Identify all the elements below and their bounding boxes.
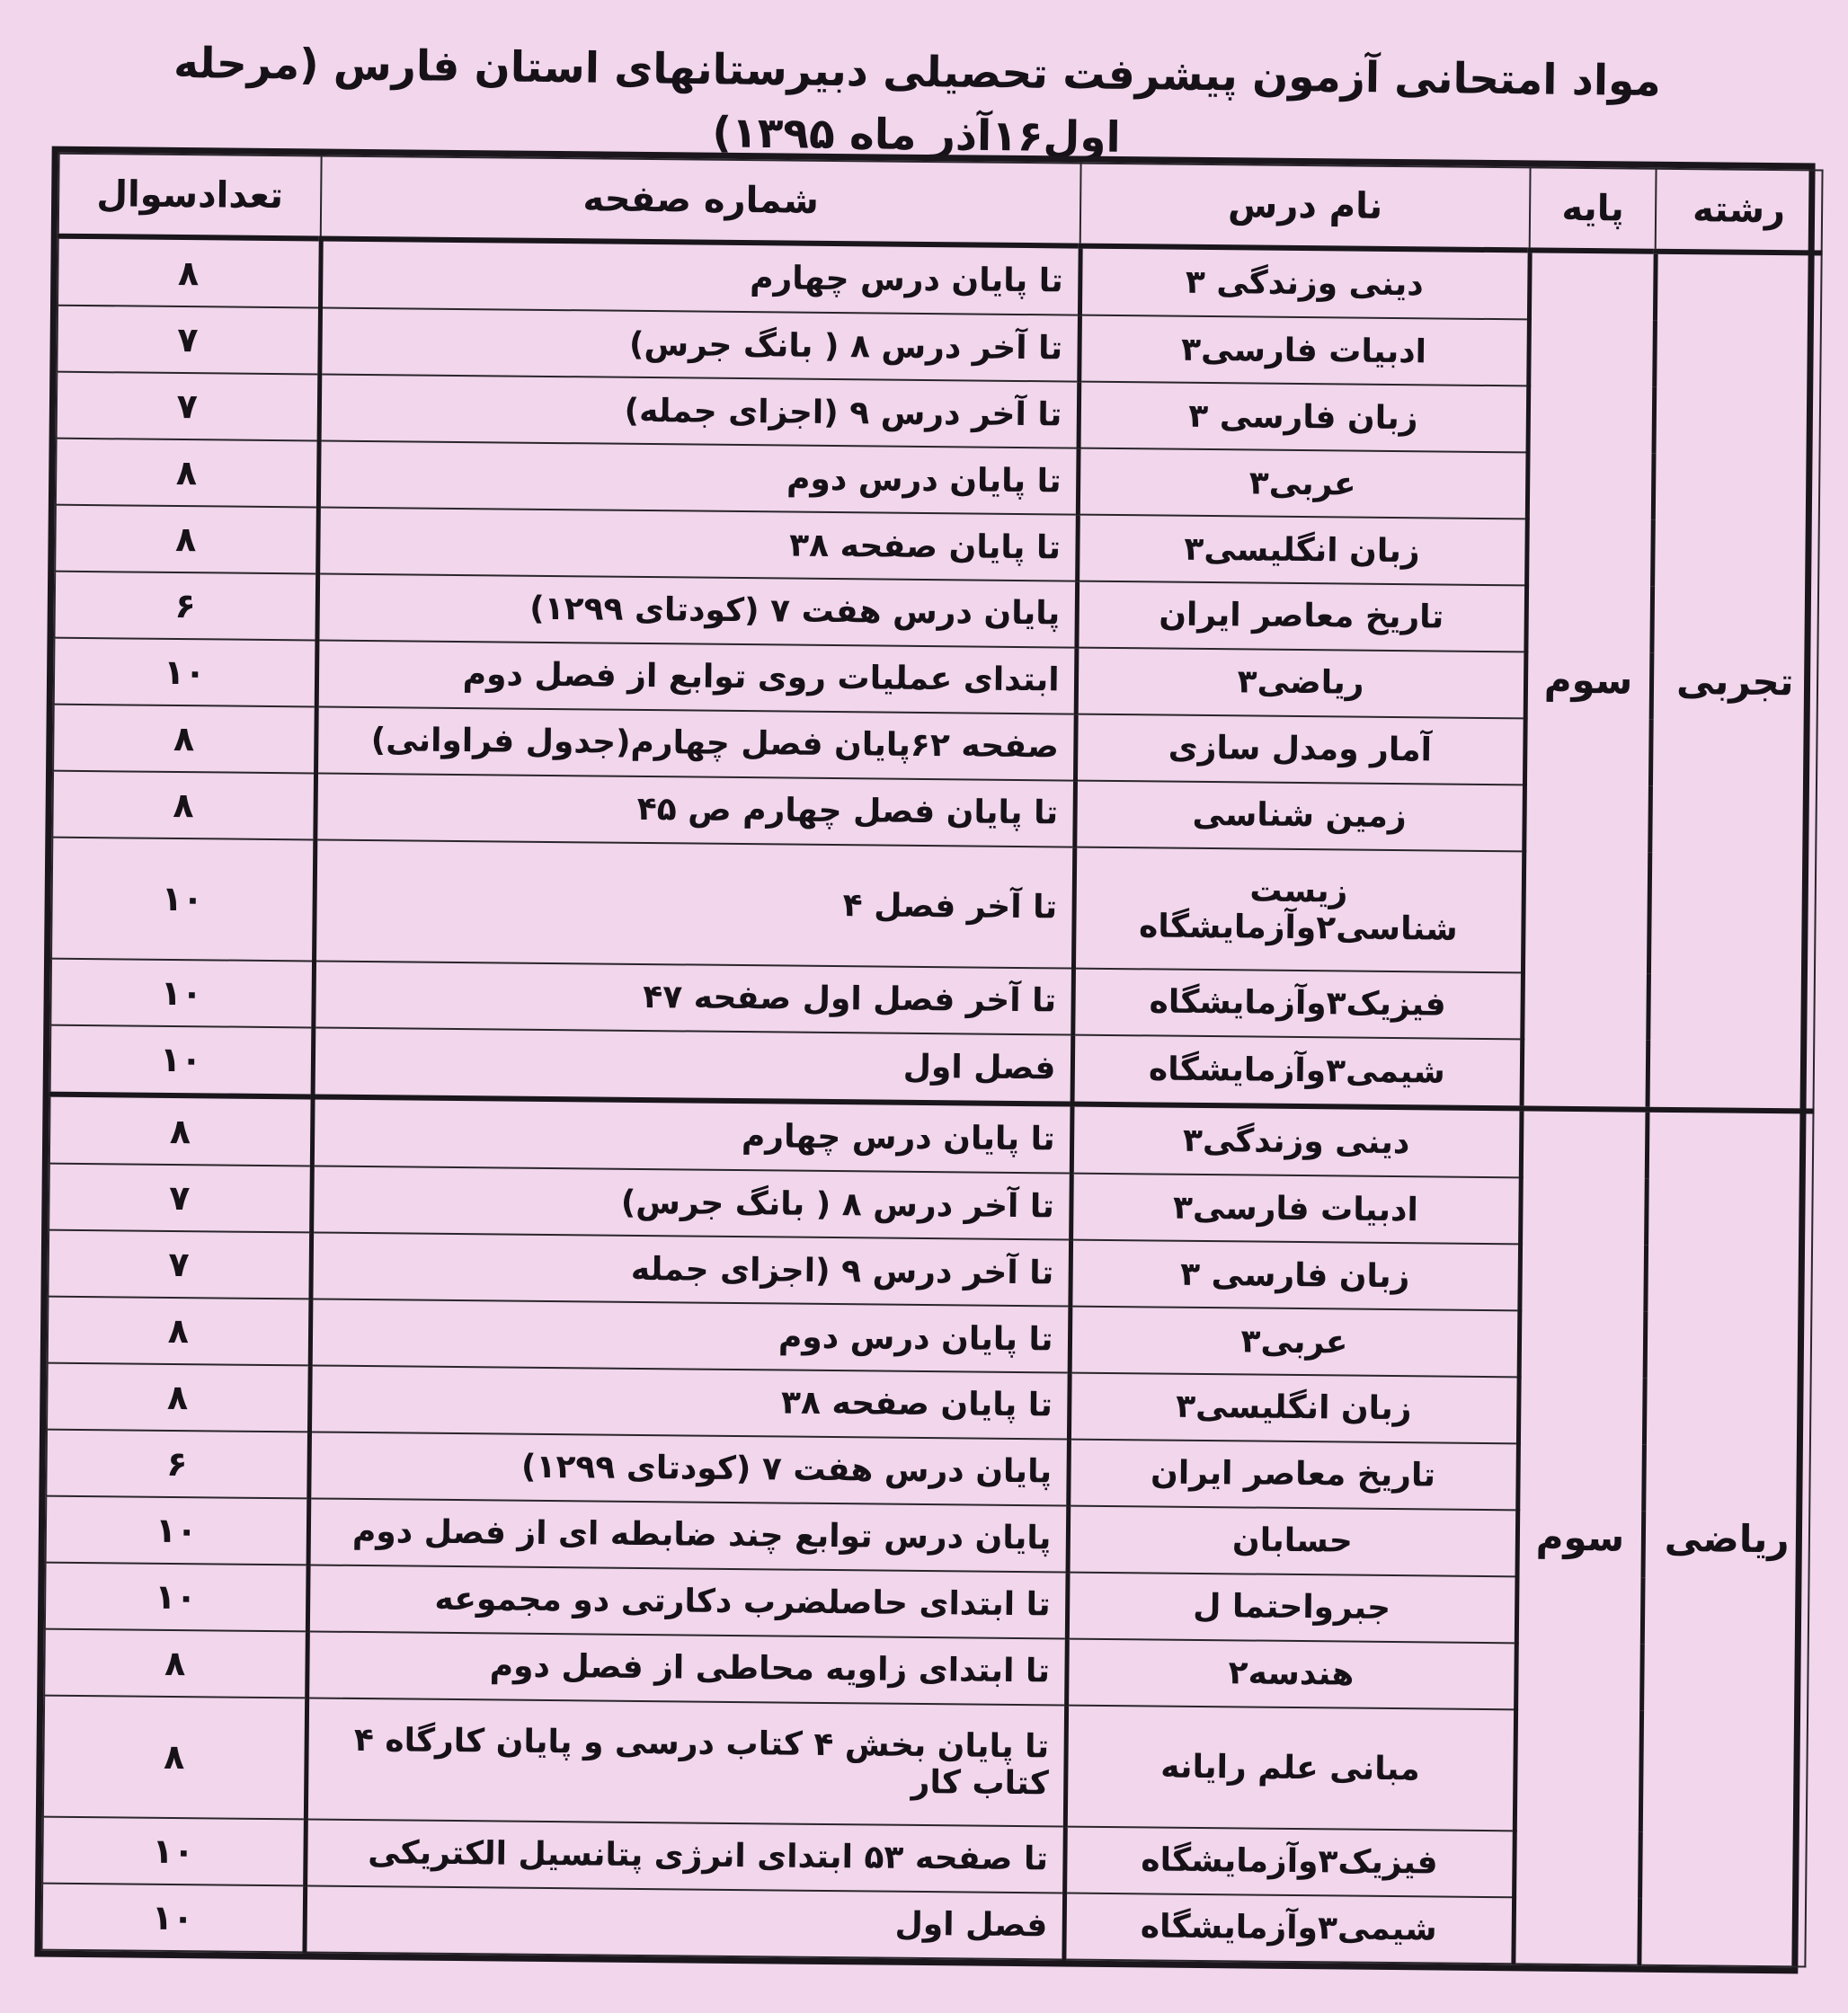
lesson-cell: تاریخ معاصر ایران (1076, 581, 1526, 652)
pages-cell: تا پایان فصل چهارم ص ۴۵ (315, 773, 1075, 847)
pages-cell: تا صفحه ۵۳ ابتدای انرژی پتانسیل الکتریکی (305, 1819, 1065, 1893)
field-cell: تجربی (1648, 252, 1822, 1112)
count-cell: ۶ (46, 1430, 309, 1499)
pages-cell: تا پایان بخش ۴ کتاب درسی و پایان کارگاه ۴ کتاب کار (306, 1698, 1066, 1826)
lesson-cell: ادبیات فارسی۳ (1071, 1174, 1521, 1245)
pages-cell: تا آخر درس ۸ ( بانگ جرس) (319, 308, 1079, 382)
count-cell: ۸ (44, 1628, 307, 1698)
header-count: تعدادسوال (58, 154, 322, 239)
pages-cell: پایان درس هفت ۷ (کودتای ۱۲۹۹) (316, 573, 1077, 647)
pages-cell: تا آخر فصل ۴ (314, 839, 1074, 968)
count-cell: ۸ (56, 439, 319, 508)
count-cell: ۱۰ (45, 1563, 308, 1632)
lesson-cell: زبان فارسی ۳ (1070, 1240, 1520, 1311)
exam-table-frame (34, 146, 1815, 1974)
count-cell: ۱۰ (54, 638, 317, 707)
table-body (41, 236, 1821, 1967)
lesson-cell: زبان انگلیسی۳ (1069, 1373, 1519, 1444)
count-cell: ۱۰ (41, 1883, 305, 1952)
count-cell: ۱۰ (51, 837, 315, 961)
page-title: مواد امتحانی آزمون پیشرفت تحصیلی دبیرستانهای استان فارس (مرحله اول۱۶آذر ماه ۱۳۹۵) (173, 38, 1661, 163)
pages-cell: پایان درس هفت ۷ (کودتای ۱۲۹۹) (308, 1432, 1069, 1505)
count-cell: ۸ (49, 1095, 313, 1166)
lesson-cell: زیست شناسی۲وآزمایشگاه (1073, 847, 1524, 972)
pages-cell: تا آخر درس ۸ ( بانگ جرس) (311, 1166, 1071, 1240)
count-cell: ۱۰ (46, 1496, 309, 1565)
pages-cell: پایان درس توابع چند ضابطه ای از فصل دوم (308, 1498, 1069, 1572)
count-cell: ۸ (43, 1695, 307, 1819)
count-cell: ۸ (55, 505, 318, 574)
pages-cell: تا پایان صفحه ۳۸ (317, 508, 1078, 581)
pages-cell: فصل اول (313, 1027, 1073, 1104)
lesson-cell: جبرواحتما ل (1067, 1572, 1517, 1643)
lesson-cell: شیمی۳وآزمایشگاه (1072, 1034, 1523, 1108)
pages-cell: تا پایان درس چهارم (320, 239, 1080, 315)
header-pages: شماره صفحه (321, 156, 1081, 246)
header-grade: پایه (1530, 167, 1657, 251)
lesson-cell: مبانی علم رایانه (1065, 1705, 1515, 1831)
lesson-cell: زبان فارسی ۳ (1079, 382, 1529, 453)
lesson-cell: فیزیک۳وآزمایشگاه (1064, 1826, 1515, 1897)
lesson-cell: زمین شناسی (1074, 780, 1524, 851)
lesson-cell: زبان انگلیسی۳ (1077, 515, 1527, 586)
exam-materials-table (40, 153, 1823, 1968)
count-cell: ۸ (48, 1297, 311, 1366)
pages-cell: تا پایان درس چهارم (312, 1096, 1072, 1173)
lesson-cell: ادبیات فارسی۳ (1079, 315, 1529, 386)
count-cell: ۷ (48, 1230, 311, 1299)
count-cell: ۱۰ (50, 959, 314, 1028)
count-cell: ۸ (47, 1363, 310, 1432)
lesson-cell: آمار ومدل سازی (1075, 714, 1525, 785)
pages-cell: تا ابتدای حاصلضرب دکارتی دو مجموعه (307, 1565, 1068, 1638)
lesson-cell: شیمی۳وآزمایشگاه (1063, 1893, 1514, 1964)
lesson-cell: حسابان (1068, 1505, 1518, 1576)
lesson-cell: دینی وزندگی۳ (1071, 1104, 1522, 1178)
count-cell: ۷ (49, 1164, 312, 1233)
lesson-cell: فیزیک۳وآزمایشگاه (1072, 968, 1523, 1039)
pages-cell: ابتدای عملیات روی توابع از فصل دوم (316, 640, 1077, 714)
pages-cell: صفحه ۶۲پایان فصل چهارم(جدول فراوانی) (315, 706, 1076, 780)
field-cell: ریاضی (1639, 1110, 1813, 1967)
header-lesson: نام درس (1080, 164, 1531, 251)
count-cell: ۸ (53, 705, 316, 774)
count-cell: ۸ (58, 236, 321, 308)
count-cell: ۱۰ (50, 1024, 314, 1096)
count-cell: ۷ (57, 306, 320, 375)
lesson-cell: عربی۳ (1078, 448, 1528, 519)
pages-cell: تا پایان صفحه ۳۸ (309, 1365, 1070, 1439)
pages-cell: تا ابتدای زاویه محاطی از فصل دوم (307, 1631, 1067, 1705)
header-field: رشته (1656, 169, 1823, 253)
lesson-cell: هندسه۲ (1066, 1638, 1516, 1709)
grade-cell: سوم (1522, 250, 1656, 1109)
count-cell: ۸ (52, 771, 315, 840)
pages-cell: تا آخر فصل اول صفحه ۴۷ (313, 961, 1073, 1034)
lesson-cell: ریاضی۳ (1076, 648, 1526, 719)
count-cell: ۷ (57, 372, 320, 441)
lesson-cell: دینی وزندگی ۳ (1079, 246, 1530, 320)
pages-cell: تا آخر درس ۹ (اجزای جمله (310, 1233, 1071, 1307)
count-cell: ۶ (54, 572, 317, 641)
pages-cell: فصل اول (304, 1885, 1064, 1959)
pages-cell: تا پایان درس دوم (318, 441, 1079, 515)
lesson-cell: عربی۳ (1070, 1307, 1520, 1378)
lesson-cell: تاریخ معاصر ایران (1068, 1440, 1518, 1511)
pages-cell: تا آخر درس ۹ (اجزای جمله) (319, 375, 1079, 448)
grade-cell: سوم (1513, 1108, 1647, 1964)
pages-cell: تا پایان درس دوم (310, 1299, 1071, 1373)
count-cell: ۱۰ (42, 1816, 306, 1885)
